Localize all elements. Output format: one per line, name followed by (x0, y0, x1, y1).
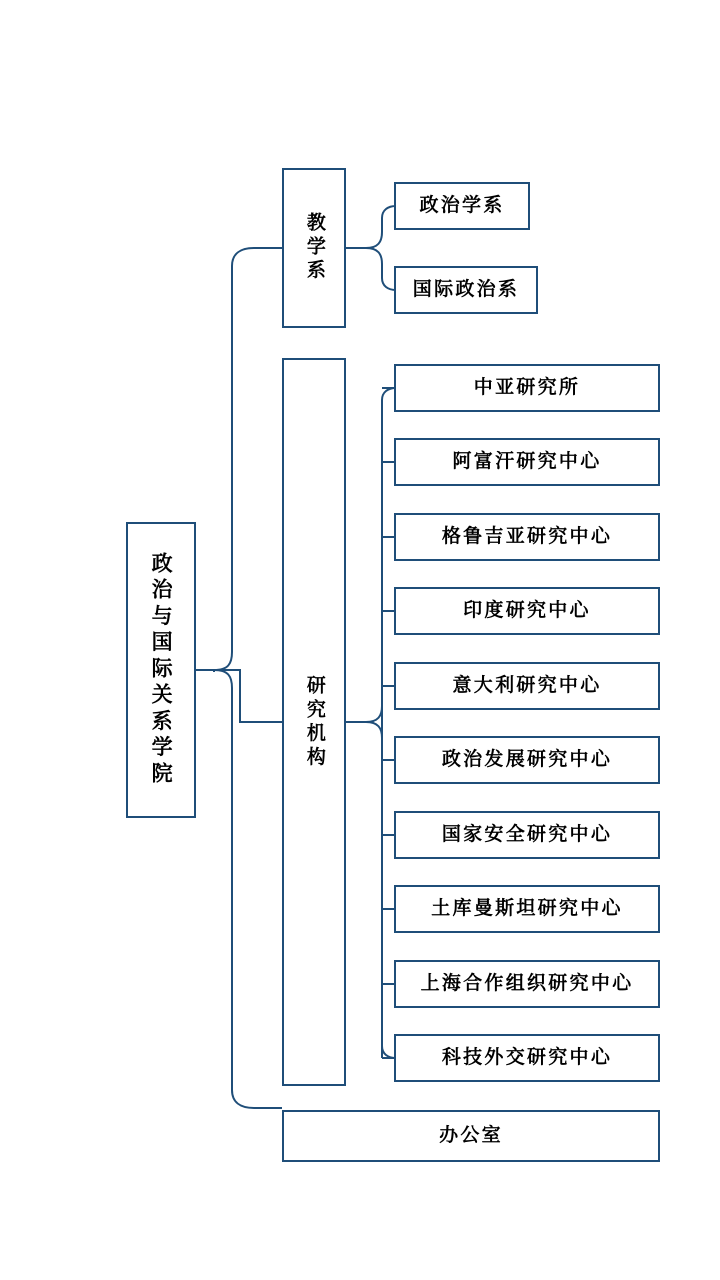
node-center-national-security-label: 国家安全研究中心 (441, 824, 613, 846)
node-research-institutions[interactable] (282, 358, 346, 1086)
node-root-label: 政治与国际关系学院 (149, 551, 174, 789)
node-center-national-security[interactable] (394, 811, 660, 859)
node-center-italy[interactable] (394, 662, 660, 710)
node-office[interactable] (282, 1110, 660, 1162)
node-center-italy-label: 意大利研究中心 (452, 675, 602, 697)
node-center-political-development[interactable] (394, 736, 660, 784)
node-office-label: 办公室 (439, 1125, 503, 1147)
node-center-india-label: 印度研究中心 (463, 600, 591, 622)
node-institute-central-asia[interactable] (394, 364, 660, 412)
node-center-sco[interactable] (394, 960, 660, 1008)
node-root[interactable] (126, 522, 196, 818)
node-institute-central-asia-label: 中亚研究所 (473, 377, 581, 399)
node-department-international-politics[interactable] (394, 266, 538, 314)
node-department-politics-label: 政治学系 (419, 195, 505, 217)
node-center-science-technology-diplomacy-label: 科技外交研究中心 (441, 1047, 613, 1069)
node-center-turkmenistan[interactable] (394, 885, 660, 933)
node-center-sco-label: 上海合作组织研究中心 (420, 973, 634, 995)
node-department-politics[interactable] (394, 182, 530, 230)
node-center-political-development-label: 政治发展研究中心 (441, 749, 613, 771)
node-department-international-politics-label: 国际政治系 (412, 279, 520, 301)
node-center-india[interactable] (394, 587, 660, 635)
node-center-georgia[interactable] (394, 513, 660, 561)
node-center-georgia-label: 格鲁吉亚研究中心 (441, 526, 613, 548)
node-research-institutions-label: 研究机构 (303, 674, 325, 770)
node-center-afghanistan-label: 阿富汗研究中心 (452, 451, 602, 473)
node-teaching-departments[interactable] (282, 168, 346, 328)
node-center-afghanistan[interactable] (394, 438, 660, 486)
node-center-science-technology-diplomacy[interactable] (394, 1034, 660, 1082)
node-teaching-departments-label: 教学系 (303, 212, 325, 284)
node-center-turkmenistan-label: 土库曼斯坦研究中心 (431, 898, 623, 920)
